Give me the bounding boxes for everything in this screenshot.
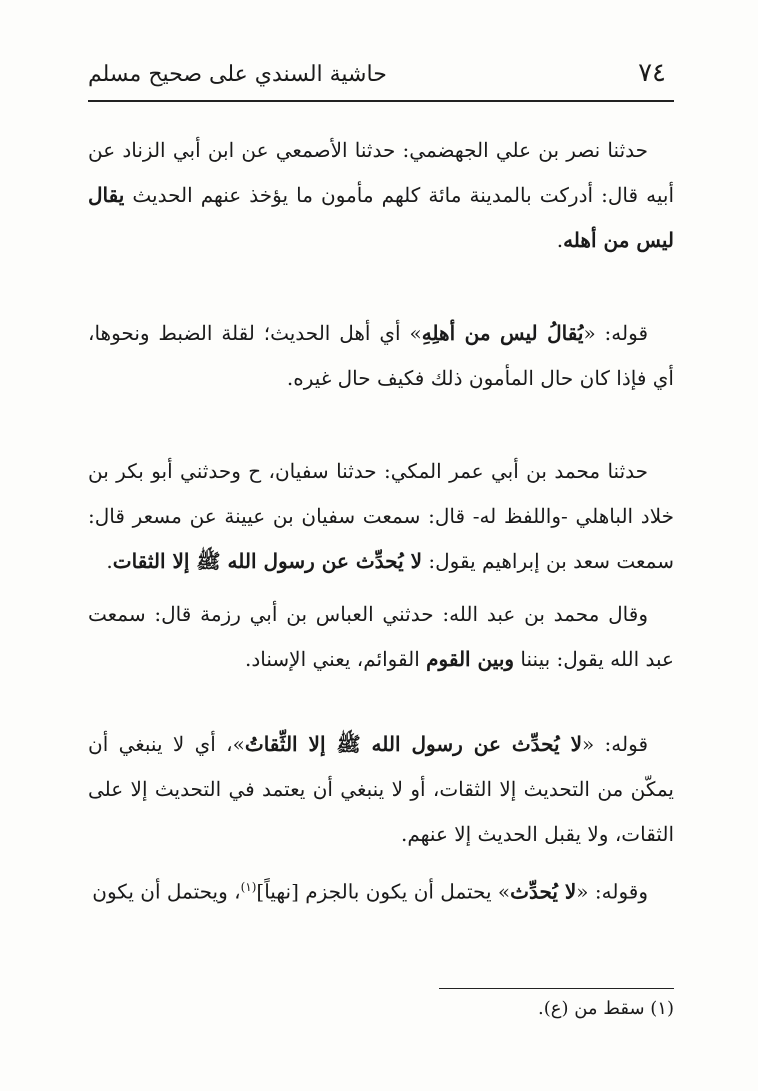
footnote-divider — [439, 988, 674, 989]
footnote-marker[interactable]: (١) — [240, 880, 257, 894]
page-body — [88, 128, 674, 915]
page-header — [88, 50, 674, 102]
paragraph-commentary-1: قوله: «يُقالُ ليس من أهلِهِ» أي أهل الحديث؛ لقلة الضبط ونحوها، أي فإذا كان حال المأمون ذلك فكيف حال غيره. — [88, 321, 674, 390]
paragraph-hadith-2: حدثنا محمد بن أبي عمر المكي: حدثنا سفيان، ح وحدثني أبو بكر بن خلاد الباهلي -واللفظ له- قال: سمعت سفيان بن عيينة عن مسعر قال: سمعت سعد بن إبراهيم يقول: لا يُحدِّث عن رسول الله ﷺ إلا الثقات. — [88, 459, 674, 573]
page-number: ٧٤ — [638, 58, 666, 88]
running-title: حاشية السندي على صحيح مسلم — [88, 62, 387, 87]
paragraph-hadith-1: حدثنا نصر بن علي الجهضمي: حدثنا الأصمعي عن ابن أبي الزناد عن أبيه قال: أدركت بالمدينة مائة كلهم مأمون ما يؤخذ عنهم الحديث يقال ليس من أهله. — [88, 138, 674, 252]
paragraph-hadith-3: وقال محمد بن عبد الله: حدثني العباس بن أبي رزمة قال: سمعت عبد الله يقول: بيننا وبين القوم القوائم، يعني الإسناد. — [88, 602, 674, 671]
paragraph-commentary-3: وقوله: «لا يُحدِّث» يحتمل أن يكون بالجزم [نهياً]$^{(١)}$، ويحتمل أن يكون — [92, 879, 648, 904]
footnote: (١) سقط من (ع). — [537, 998, 674, 1019]
paragraph-commentary-2: قوله: «لا يُحدِّث عن رسول الله ﷺ إلا الثِّقاتُ»، أي لا ينبغي أن يمكّن من التحديث إلا الثقات، أو لا ينبغي أن يعتمد في التحديث إلا على الثقات، ولا يقبل الحديث إلا عنهم. — [88, 732, 674, 846]
